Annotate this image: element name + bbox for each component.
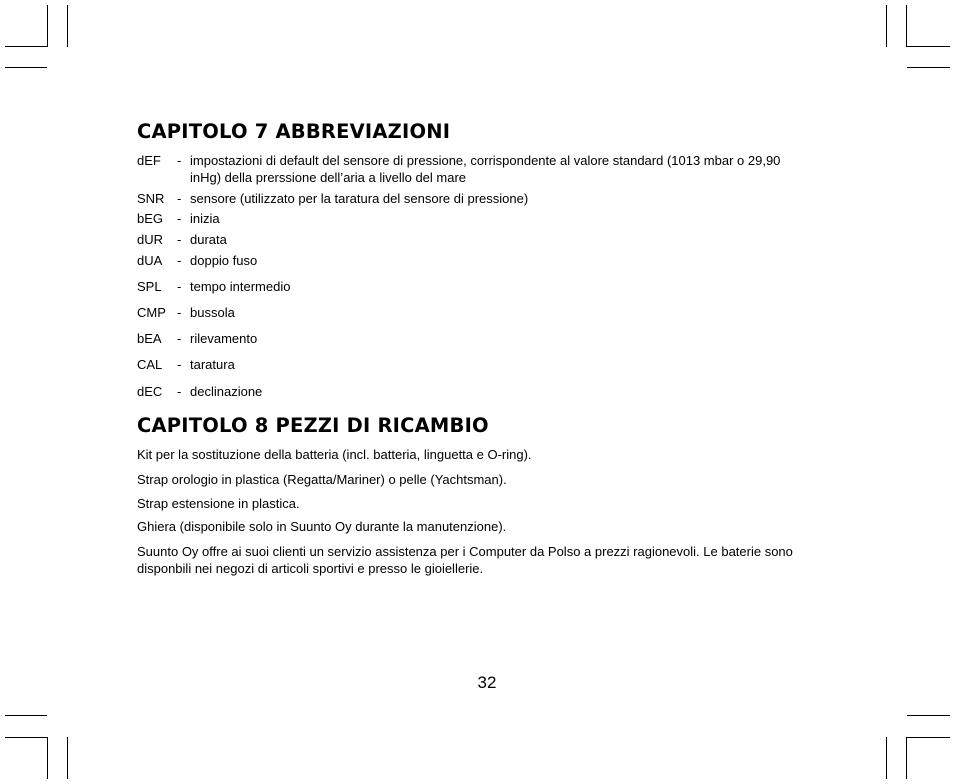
abbreviation-description: impostazioni di default del sensore di pressione, corrispondente al valore standard (1013 mbar o 29,90 inHg) della prerssione dell’aria a livello del mare bbox=[190, 153, 781, 185]
spare-part-paragraph: Strap orologio in plastica (Regatta/Mariner) o pelle (Yachtsman). bbox=[137, 472, 507, 487]
crop-mark bbox=[906, 46, 950, 47]
abbreviation-dash: - bbox=[177, 232, 182, 247]
abbreviation-description: inizia bbox=[190, 211, 220, 226]
spare-part-paragraph: Ghiera (disponibile solo in Suunto Oy durante la manutenzione). bbox=[137, 519, 507, 534]
crop-mark bbox=[67, 5, 68, 47]
crop-mark bbox=[5, 715, 47, 716]
abbreviation-code: bEA bbox=[137, 331, 162, 346]
crop-mark bbox=[907, 715, 950, 716]
abbreviation-code: CAL bbox=[137, 357, 163, 372]
abbreviation-description: declinazione bbox=[190, 384, 263, 399]
abbreviation-code: CMP bbox=[137, 305, 166, 320]
abbreviation-description: rilevamento bbox=[190, 331, 258, 346]
abbreviation-description: tempo intermedio bbox=[190, 279, 291, 294]
abbreviation-code: dEC bbox=[137, 384, 163, 399]
crop-mark bbox=[5, 67, 47, 68]
abbreviation-dash: - bbox=[177, 279, 182, 294]
crop-mark bbox=[906, 5, 907, 47]
crop-mark bbox=[5, 737, 48, 738]
crop-mark bbox=[886, 5, 887, 47]
service-paragraph: Suunto Oy offre ai suoi clienti un servizio assistenza per i Computer da Polso a prezzi ragionevoli. Le baterie sono disponbili nei negozi di articoli sportivi e presso le gioiellerie. bbox=[137, 544, 793, 576]
crop-mark bbox=[47, 737, 48, 779]
abbreviation-code: dUR bbox=[137, 232, 164, 247]
abbreviation-code: SPL bbox=[137, 279, 162, 294]
abbreviation-dash: - bbox=[177, 191, 182, 206]
crop-mark bbox=[906, 737, 950, 738]
chapter-8-heading: CAPITOLO 8 PEZZI DI RICAMBIO bbox=[137, 414, 489, 437]
abbreviation-code: dEF bbox=[137, 153, 161, 168]
abbreviation-dash: - bbox=[177, 357, 182, 372]
abbreviation-dash: - bbox=[177, 384, 182, 399]
abbreviation-description: taratura bbox=[190, 357, 235, 372]
abbreviation-dash: - bbox=[177, 305, 182, 320]
crop-mark bbox=[67, 737, 68, 779]
crop-mark bbox=[906, 737, 907, 779]
crop-mark bbox=[47, 5, 48, 47]
abbreviation-description: durata bbox=[190, 232, 227, 247]
page-number: 32 bbox=[477, 673, 497, 692]
abbreviation-description: bussola bbox=[190, 305, 235, 320]
abbreviation-dash: - bbox=[177, 211, 182, 226]
crop-mark bbox=[886, 737, 887, 779]
spare-part-paragraph: Kit per la sostituzione della batteria (incl. batteria, linguetta e O-ring). bbox=[137, 447, 532, 462]
abbreviation-description: sensore (utilizzato per la taratura del sensore di pressione) bbox=[190, 191, 529, 206]
abbreviation-description: doppio fuso bbox=[190, 253, 258, 268]
abbreviation-dash: - bbox=[177, 331, 182, 346]
abbreviation-code: SNR bbox=[137, 191, 165, 206]
crop-mark bbox=[5, 46, 48, 47]
spare-part-paragraph: Strap estensione in plastica. bbox=[137, 496, 300, 511]
crop-mark bbox=[907, 67, 950, 68]
abbreviation-dash: - bbox=[177, 153, 182, 168]
abbreviation-dash: - bbox=[177, 253, 182, 268]
chapter-7-heading: CAPITOLO 7 ABBREVIAZIONI bbox=[137, 120, 451, 143]
abbreviation-code: bEG bbox=[137, 211, 164, 226]
abbreviation-code: dUA bbox=[137, 253, 163, 268]
